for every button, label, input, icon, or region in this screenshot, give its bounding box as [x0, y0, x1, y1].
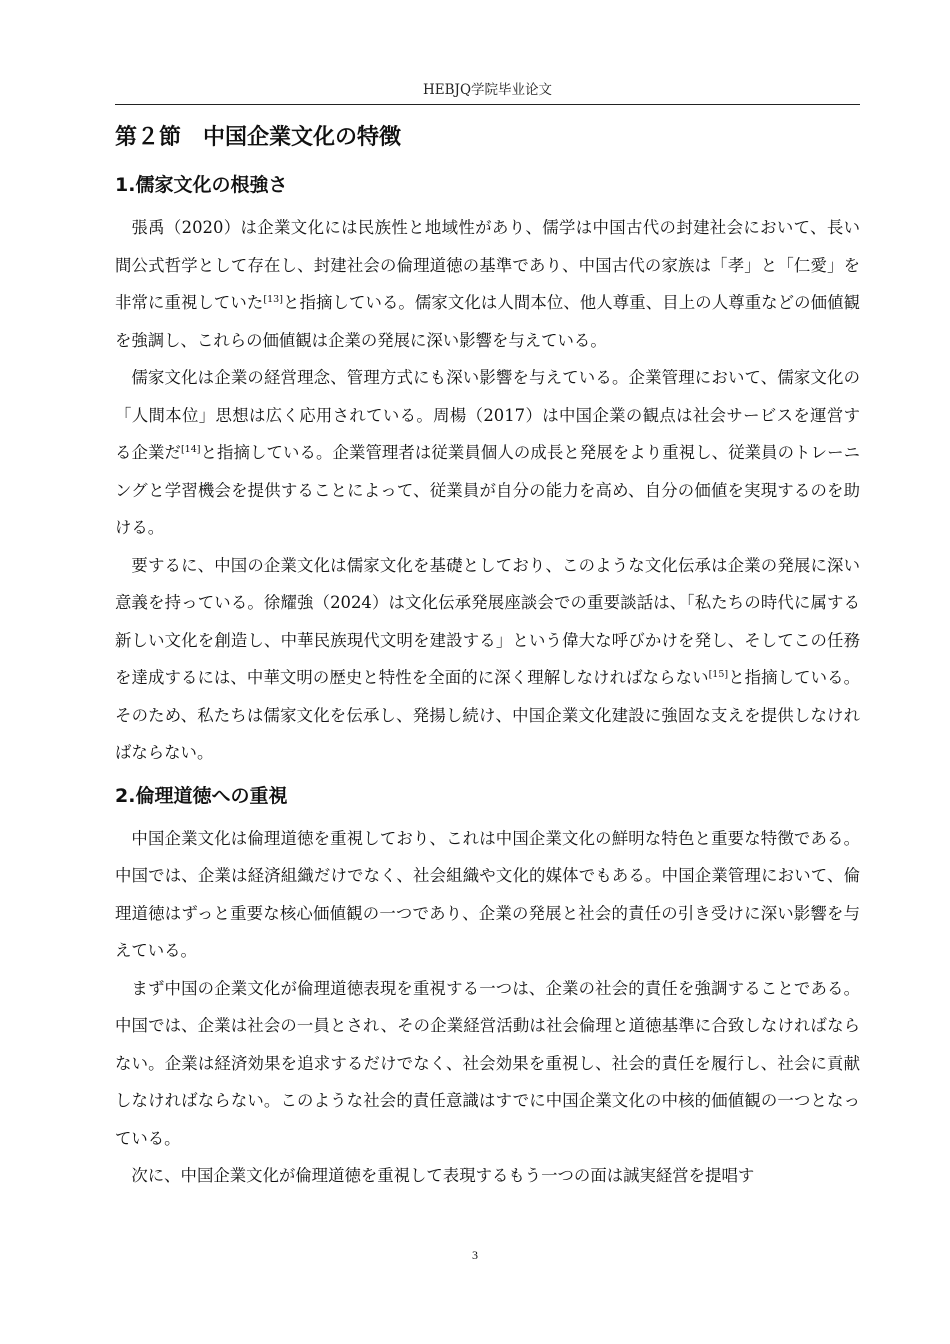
paragraph-text: 儒家文化は企業の経営理念、管理方式にも深い影響を与えている。企業管理において、儒家文化の「人間本位」思想は広く応用されている。周楊（2017）は中国企業の観点は社会サービスを運営する企業だ — [115, 368, 860, 462]
paragraph-4: 中国企業文化は倫理道徳を重視しており、これは中国企業文化の鮮明な特色と重要な特徴である。中国では、企業は経済組織だけでなく、社会組織や文化的媒体でもある。中国企業管理において、倫理道徳はずっと重要な核心価値観の一つであり、企業の発展と社会的責任の引き受けに深い影響を与えている。 — [115, 828, 860, 960]
paragraph-6: 次に、中国企業文化が倫理道徳を重視して表現するもう一つの面は誠実経営を提唱す — [131, 1166, 755, 1185]
paragraph-text: と指摘している。企業管理者は従業員個人の成長と発展をより重視し、従業員のトレーニングと学習機会を提供することによって、従業員が自分の能力を高め、自分の価値を実現するのを助ける。 — [115, 443, 860, 537]
subsection-title-1: 1.儒家文化の根強さ — [115, 174, 288, 196]
header-divider — [115, 104, 860, 105]
page-body — [115, 115, 860, 1195]
paragraph-3 — [115, 547, 860, 772]
citation-ref: [13] — [263, 294, 283, 305]
paragraph-5: まず中国の企業文化が倫理道徳表現を重視する一つは、企業の社会的責任を強調することである。中国では、企業は社会の一員とされ、その企業経営活動は社会倫理と道徳基準に合致しなければならない。企業は経済効果を追求するだけでなく、社会効果を重視し、社会的責任を履行し、社会に貢献しなければならない。このような社会的責任意識はすでに中国企業文化の中核的価値観の一つとなっている。 — [115, 978, 860, 1148]
citation-ref: [15] — [708, 669, 729, 680]
paragraph-text: 要するに、中国の企業文化は儒家文化を基礎としており、このような文化伝承は企業の発展に深い意義を持っている。徐耀強（2024）は文化伝承発展座談会での重要談話は、「私たちの時代に属する新しい文化を創造し、中華民族現代文明を建設する」という偉大な呼びかけを発し、そしてこの任務を達成するには、中華文明の歴史と特性を全面的に深く理解しなければならない — [115, 555, 860, 687]
paragraph-text: と指摘している。そのため、私たちは儒家文化を伝承し、発揚し続け、中国企業文化建設に強固な支えを提供しなければならない。 — [115, 668, 860, 762]
running-header: HEBJQ学院毕业论文 — [422, 82, 553, 98]
page-number: 3 — [472, 1248, 478, 1262]
paragraph-text: と指摘している。儒家文化は人間本位、他人尊重、目上の人尊重などの価値観を強調し、これらの価値観は企業の発展に深い影響を与えている。 — [115, 293, 861, 350]
paragraph-1 — [115, 209, 860, 359]
section-title: 第２節 中国企業文化の特徴 — [115, 125, 402, 150]
subsection-title-2: 2.倫理道徳への重視 — [115, 784, 288, 807]
paragraph-text: 張禹（2020）は企業文化には民族性と地域性があり、儒学は中国古代の封建社会において、長い間公式哲学として存在し、封建社会の倫理道徳の基準であり、中国古代の家族は「孝」と「仁愛」を非常に重視していた — [115, 218, 860, 312]
paragraph-2 — [115, 359, 860, 547]
citation-ref: [14] — [180, 444, 201, 455]
